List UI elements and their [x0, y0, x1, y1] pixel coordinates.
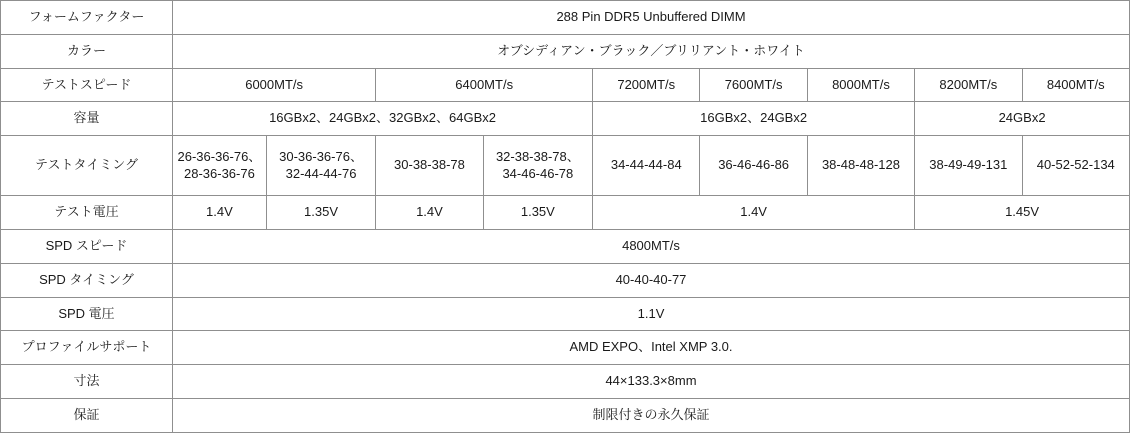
row-label: 寸法: [1, 365, 173, 399]
table-cell: 8400MT/s: [1022, 68, 1129, 102]
table-cell: 7200MT/s: [593, 68, 700, 102]
table-cell: 34-44-44-84: [593, 136, 700, 196]
table-cell: 24GBx2: [915, 102, 1130, 136]
row-label: 保証: [1, 399, 173, 433]
table-row: [1, 136, 1130, 196]
table-cell: 36-46-46-86: [700, 136, 807, 196]
row-label: SPD タイミング: [1, 263, 173, 297]
table-cell: 30-38-38-78: [376, 136, 483, 196]
table-cell: 38-48-48-128: [807, 136, 914, 196]
table-row: [1, 399, 1130, 433]
table-row: [1, 331, 1130, 365]
table-cell: 40-40-40-77: [173, 263, 1130, 297]
table-cell: 44×133.3×8mm: [173, 365, 1130, 399]
row-label: テストスピード: [1, 68, 173, 102]
table-cell: 1.1V: [173, 297, 1130, 331]
row-label: テストタイミング: [1, 136, 173, 196]
cell-line: 30-36-36-76、: [279, 148, 363, 164]
table-cell: 40-52-52-134: [1022, 136, 1129, 196]
table-cell: 1.35V: [483, 196, 592, 230]
table-cell: 1.45V: [915, 196, 1130, 230]
table-row: [1, 102, 1130, 136]
row-label: SPD 電圧: [1, 297, 173, 331]
table-row: [1, 263, 1130, 297]
table-cell: 38-49-49-131: [915, 136, 1022, 196]
table-cell-multiline: [173, 136, 267, 196]
row-label: フォームファクター: [1, 1, 173, 35]
table-cell: 16GBx2、24GBx2: [593, 102, 915, 136]
table-cell: 16GBx2、24GBx2、32GBx2、64GBx2: [173, 102, 593, 136]
table-cell: 6000MT/s: [173, 68, 376, 102]
table-row: [1, 34, 1130, 68]
row-label: プロファイルサポート: [1, 331, 173, 365]
table-body: [1, 1, 1130, 433]
table-cell: オブシディアン・ブラック／ブリリアント・ホワイト: [173, 34, 1130, 68]
row-label: カラー: [1, 34, 173, 68]
cell-line: 26-36-36-76、: [177, 148, 262, 164]
table-row: [1, 1, 1130, 35]
table-cell: 1.4V: [376, 196, 483, 230]
table-row: [1, 365, 1130, 399]
cell-line: 34-46-46-78: [502, 165, 574, 181]
table-cell-multiline: [266, 136, 375, 196]
cell-line: 28-36-36-76: [183, 165, 255, 181]
row-label: SPD スピード: [1, 229, 173, 263]
table-row: [1, 297, 1130, 331]
row-label: 容量: [1, 102, 173, 136]
table-cell: AMD EXPO、Intel XMP 3.0.: [173, 331, 1130, 365]
table-cell: 制限付きの永久保証: [173, 399, 1130, 433]
table-cell: 8200MT/s: [915, 68, 1022, 102]
table-cell-multiline: [483, 136, 592, 196]
table-row: [1, 196, 1130, 230]
table-cell: 1.4V: [173, 196, 267, 230]
table-cell: 8000MT/s: [807, 68, 914, 102]
table-cell: 6400MT/s: [376, 68, 593, 102]
cell-line: 32-38-38-78、: [495, 148, 580, 164]
cell-line: 32-44-44-76: [285, 165, 357, 181]
table-cell: 1.4V: [593, 196, 915, 230]
table-cell: 288 Pin DDR5 Unbuffered DIMM: [173, 1, 1130, 35]
table-row: [1, 229, 1130, 263]
table-row: [1, 68, 1130, 102]
table-cell: 1.35V: [266, 196, 375, 230]
table-cell: 7600MT/s: [700, 68, 807, 102]
row-label: テスト電圧: [1, 196, 173, 230]
table-cell: 4800MT/s: [173, 229, 1130, 263]
